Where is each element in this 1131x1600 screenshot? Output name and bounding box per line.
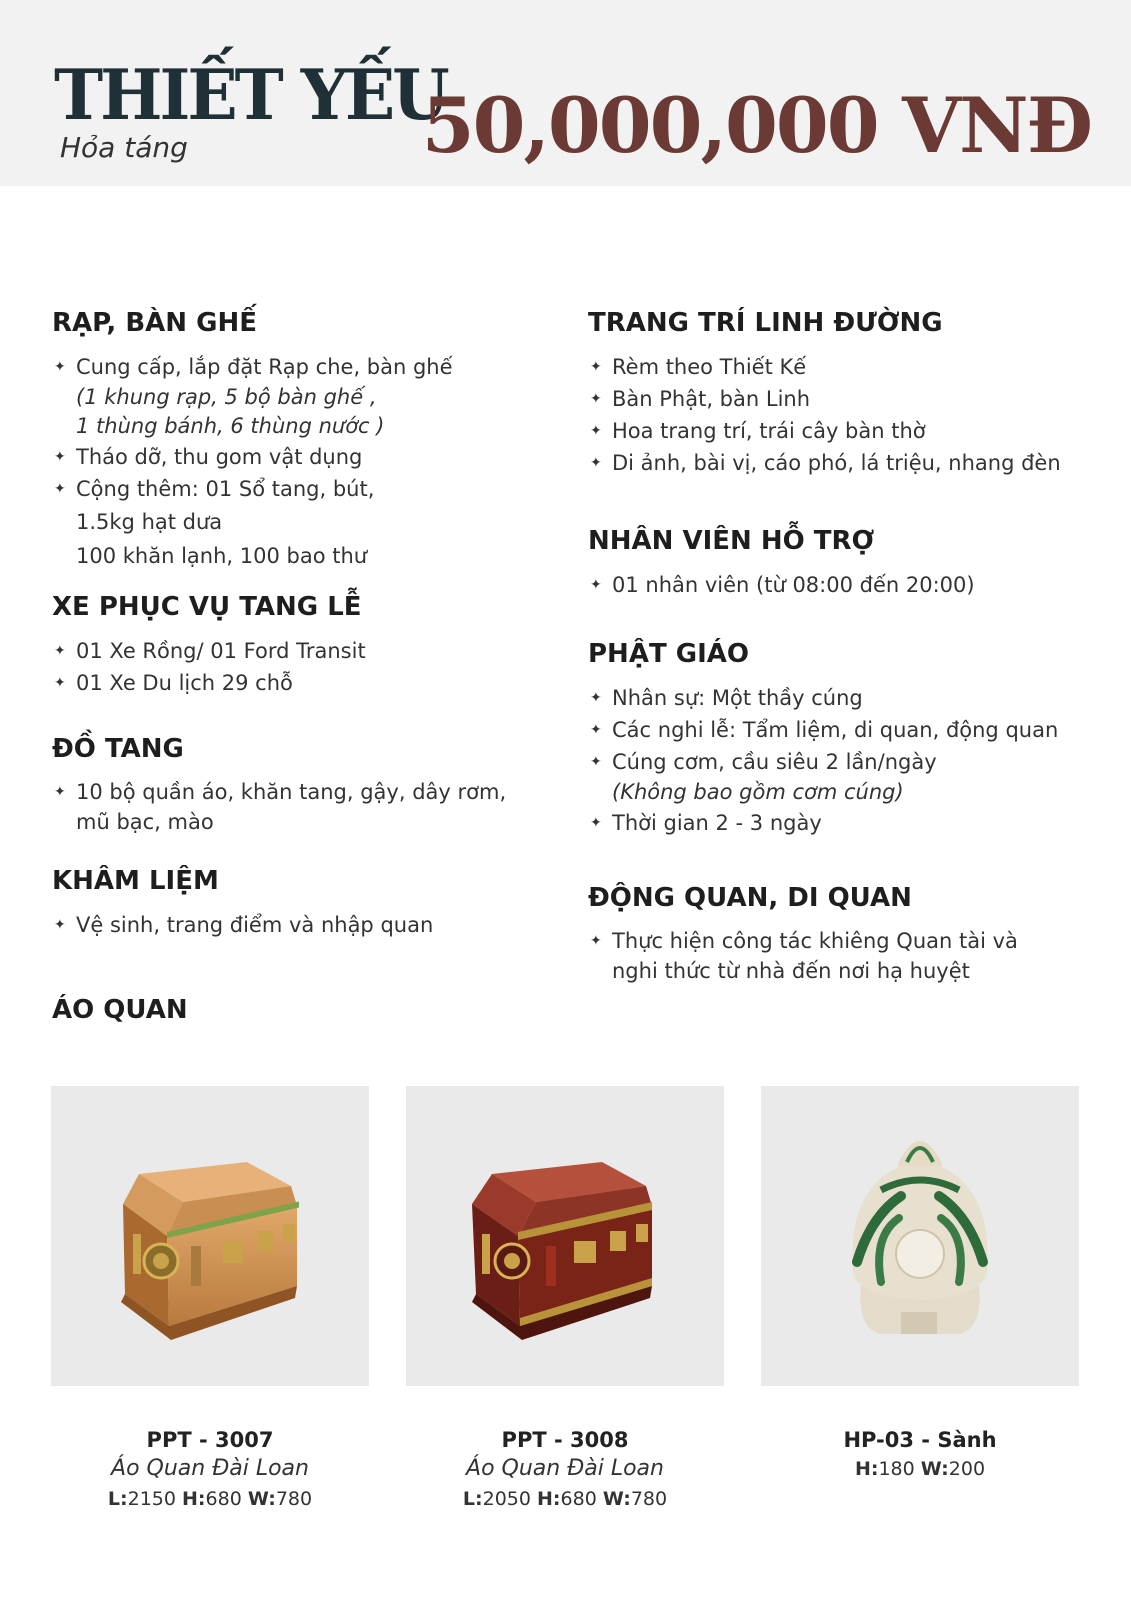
item-text: Hoa trang trí, trái cây bàn thờ	[612, 418, 926, 443]
product-dimensions	[406, 1484, 724, 1514]
item-text: Bàn Phật, bàn Linh	[612, 386, 811, 411]
bullet-icon: ✦	[54, 642, 66, 659]
package-price: 50,000,000 VNĐ	[421, 81, 1091, 170]
item-text: Tháo dỡ, thu gom vật dụng	[76, 444, 363, 469]
item-text: 01 Xe Du lịch 29 chỗ	[76, 670, 293, 695]
item-text: Thời gian 2 - 3 ngày	[612, 810, 822, 835]
list-item	[52, 473, 552, 573]
bullet-icon: ✦	[590, 390, 602, 407]
dim-label: W:	[602, 1488, 631, 1510]
section-heading: TRANG TRÍ LINH ĐƯỜNG	[588, 308, 943, 338]
dim-value: 680	[205, 1488, 242, 1510]
item-note: 1 thùng bánh, 6 thùng nước )	[76, 413, 385, 438]
bullet-icon: ✦	[590, 689, 602, 706]
bullet-icon: ✦	[590, 721, 602, 738]
section-trang-tri	[588, 309, 1108, 479]
list-item	[588, 447, 1108, 479]
bullet-icon: ✦	[54, 783, 66, 800]
list-item	[588, 926, 1088, 986]
section-heading: ĐỒ TANG	[52, 734, 184, 764]
item-note: (Không bao gồm cơm cúng)	[612, 779, 904, 804]
item-text: Thực hiện công tác khiêng Quan tài và	[612, 928, 1018, 953]
product-dimensions	[51, 1484, 369, 1514]
list-item	[52, 635, 552, 667]
dim-value: 200	[948, 1458, 986, 1480]
package-subtitle: Hỏa táng	[60, 131, 188, 164]
dim-label: H:	[182, 1488, 206, 1510]
dim-value: 780	[630, 1488, 668, 1510]
product-caption	[406, 1426, 724, 1514]
section-heading: ÁO QUAN	[52, 995, 188, 1025]
section-heading: NHÂN VIÊN HỖ TRỢ	[588, 526, 875, 556]
dim-label: L:	[462, 1488, 483, 1510]
section-ao-quan	[52, 996, 552, 1038]
item-text: Các nghi lễ: Tẩm liệm, di quan, động quan	[612, 717, 1059, 742]
product-caption	[761, 1426, 1079, 1484]
list-item	[52, 441, 552, 473]
item-text-cont: 100 khăn lạnh, 100 bao thư	[76, 543, 368, 568]
list-item	[588, 383, 1108, 415]
dim-label: L:	[107, 1488, 128, 1510]
bullet-icon: ✦	[590, 454, 602, 471]
section-kham-liem	[52, 867, 552, 941]
ceramic-urn-image	[761, 1086, 1079, 1386]
product-type: Áo Quan Đài Loan	[466, 1456, 664, 1481]
bullet-icon: ✦	[590, 358, 602, 375]
item-text: Di ảnh, bài vị, cáo phó, lá triệu, nhang đèn	[612, 450, 1061, 475]
bullet-icon: ✦	[590, 422, 602, 439]
list-item	[588, 569, 1088, 601]
section-nhan-vien	[588, 527, 1088, 601]
section-rap-ban-ghe	[52, 309, 552, 573]
list-item	[52, 909, 552, 941]
list-item	[588, 415, 1108, 447]
item-text-cont: nghi thức từ nhà đến nơi hạ huyệt	[612, 958, 970, 983]
bullet-icon: ✦	[54, 358, 66, 375]
item-text: 01 Xe Rồng/ 01 Ford Transit	[76, 638, 366, 663]
product-type: Áo Quan Đài Loan	[111, 1456, 309, 1481]
item-text: Cúng cơm, cầu siêu 2 lần/ngày	[612, 749, 937, 774]
bullet-icon: ✦	[54, 916, 66, 933]
section-heading: RẠP, BÀN GHẾ	[52, 308, 257, 338]
bullet-icon: ✦	[590, 576, 602, 593]
section-heading: ĐỘNG QUAN, DI QUAN	[588, 883, 912, 913]
section-heading: KHÂM LIỆM	[52, 866, 219, 896]
section-xe-phuc-vu	[52, 593, 552, 699]
item-text: 01 nhân viên (từ 08:00 đến 20:00)	[612, 572, 975, 597]
item-text: Vệ sinh, trang điểm và nhập quan	[76, 912, 434, 937]
item-note: (1 khung rạp, 5 bộ bàn ghế ,	[76, 384, 377, 409]
dim-value: 2050	[482, 1488, 531, 1510]
item-text-cont: 1.5kg hạt dưa	[76, 509, 223, 534]
list-item	[52, 777, 572, 837]
section-do-tang	[52, 735, 572, 837]
list-item	[588, 351, 1108, 383]
item-text: Nhân sự: Một thầy cúng	[612, 685, 863, 710]
list-item	[588, 682, 1108, 714]
dim-label: W:	[920, 1458, 949, 1480]
list-item	[588, 807, 1108, 839]
list-item	[52, 351, 552, 441]
list-item	[52, 667, 552, 699]
dim-value: 180	[878, 1458, 915, 1480]
section-dong-quan	[588, 884, 1088, 986]
dim-value: 780	[275, 1488, 313, 1510]
bullet-icon: ✦	[590, 753, 602, 770]
bullet-icon: ✦	[54, 448, 66, 465]
product-caption	[51, 1426, 369, 1514]
bullet-icon: ✦	[54, 674, 66, 691]
light-wood-coffin-image	[51, 1086, 369, 1386]
bullet-icon: ✦	[590, 814, 602, 831]
item-text: Cộng thêm: 01 Sổ tang, bút,	[76, 476, 375, 501]
dark-red-wood-coffin-image	[406, 1086, 724, 1386]
dim-label: W:	[247, 1488, 276, 1510]
list-item	[588, 746, 1108, 807]
item-text: Rèm theo Thiết Kế	[612, 354, 807, 379]
section-phat-giao	[588, 640, 1108, 839]
section-heading: XE PHỤC VỤ TANG LỄ	[52, 592, 362, 622]
item-text-cont: mũ bạc, mào	[76, 809, 214, 834]
product-code: HP-03 - Sành	[843, 1428, 997, 1452]
product-code: PPT - 3007	[146, 1428, 274, 1452]
dim-label: H:	[537, 1488, 561, 1510]
item-text: Cung cấp, lắp đặt Rạp che, bàn ghế	[76, 354, 453, 379]
product-dimensions	[761, 1454, 1079, 1484]
bullet-icon: ✦	[54, 480, 66, 497]
section-heading: PHẬT GIÁO	[588, 639, 749, 669]
bullet-icon: ✦	[590, 932, 602, 949]
dim-value: 680	[560, 1488, 597, 1510]
dim-value: 2150	[127, 1488, 176, 1510]
item-text: 10 bộ quần áo, khăn tang, gậy, dây rơm,	[76, 779, 507, 804]
dim-label: H:	[854, 1458, 879, 1480]
product-code: PPT - 3008	[501, 1428, 629, 1452]
package-title: THIẾT YẾU	[54, 54, 447, 136]
list-item	[588, 714, 1108, 746]
